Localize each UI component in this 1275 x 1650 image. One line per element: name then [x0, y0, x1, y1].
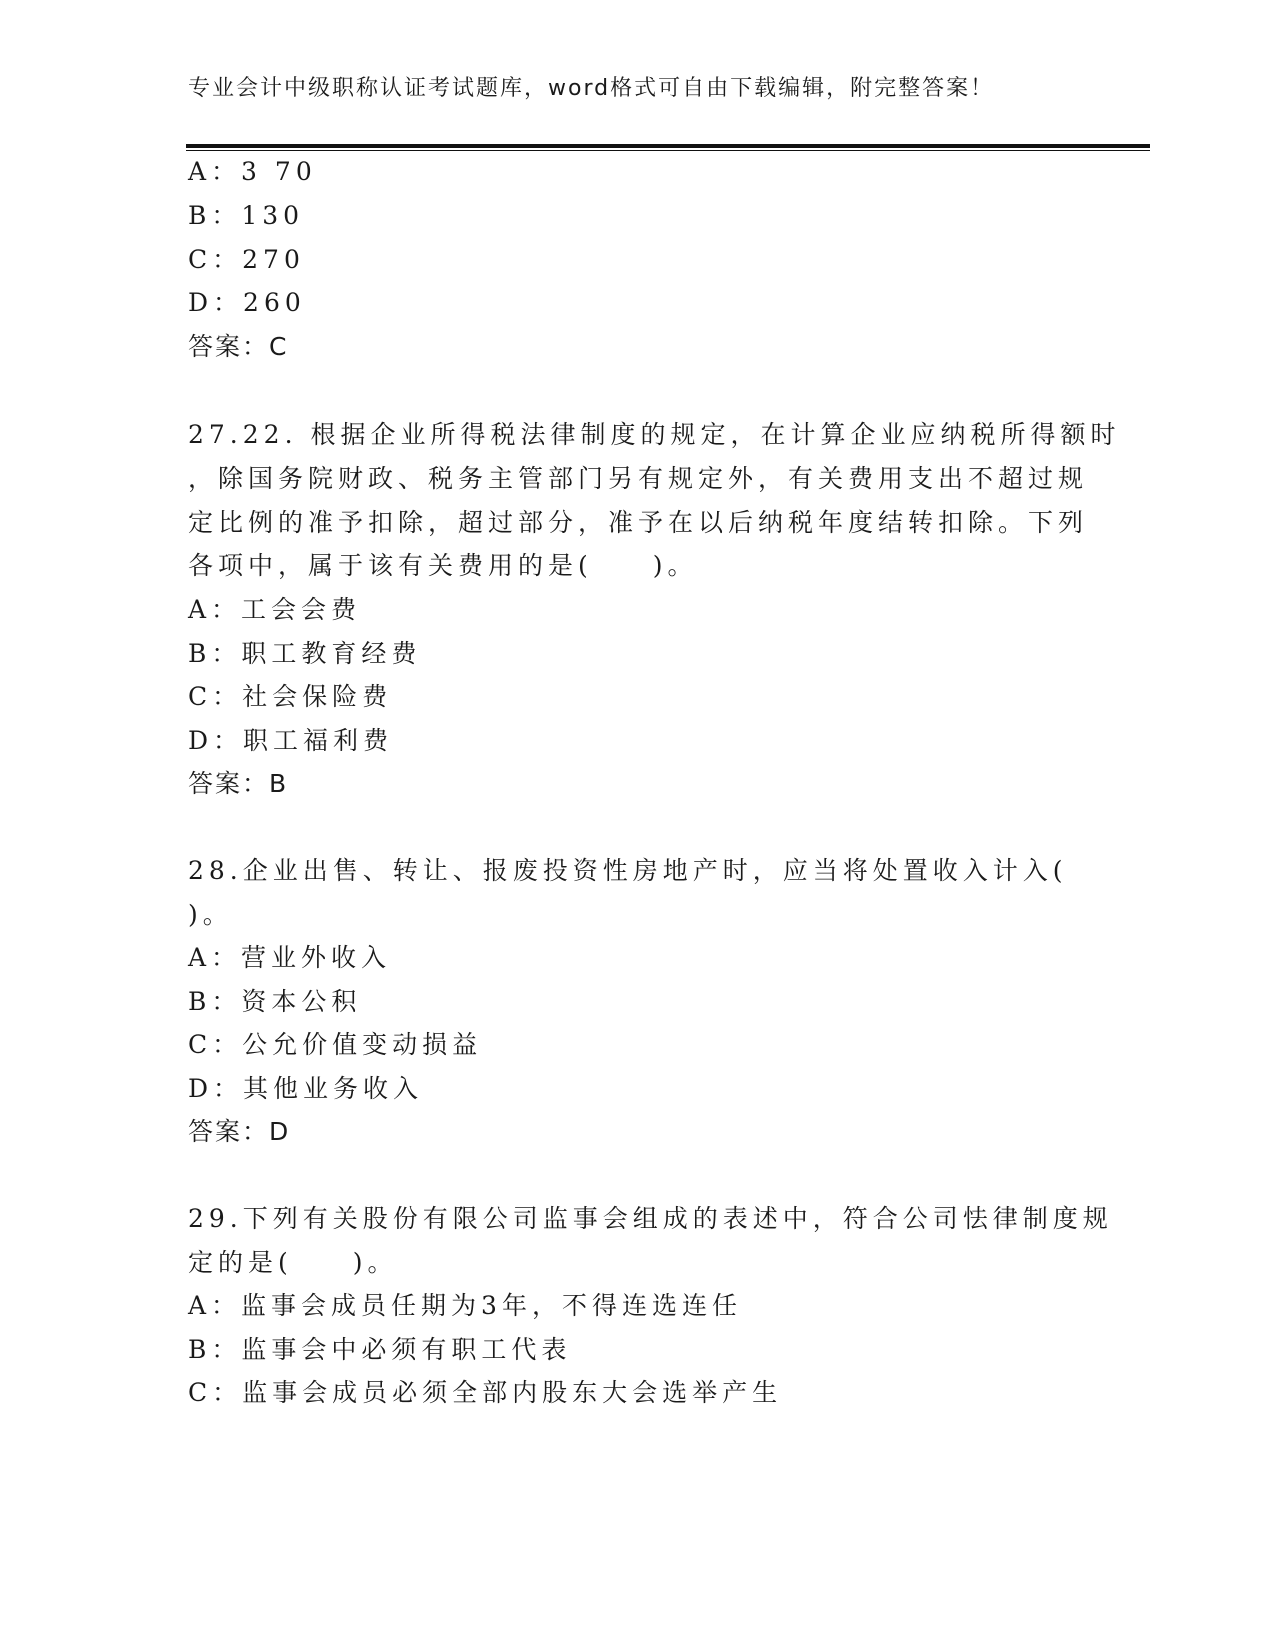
q27-option-c: C：社会保险费 [188, 682, 393, 711]
q29-option-b: B：监事会中必须有职工代表 [188, 1335, 572, 1364]
header-rule-thin [186, 150, 1150, 151]
q26-option-a: A：3 70 [188, 157, 317, 186]
q28-stem-line-1: 28.企业出售、转让、报废投资性房地产时，应当将处置收入计入( [188, 856, 1068, 885]
q27-option-d: D：职工福利费 [188, 726, 394, 755]
q27-stem-line-1: 27.22. 根据企业所得税法律制度的规定，在计算企业应纳税所得额时 [188, 420, 1121, 449]
q27-option-a: A：工会会费 [188, 595, 362, 624]
q27-stem-line-2: ，除国务院财政、税务主管部门另有规定外，有关费用支出不超过规 [188, 464, 1089, 493]
header-rule-thick [186, 144, 1150, 148]
q26-answer: 答案：C [188, 332, 289, 361]
q26-option-c: C：270 [188, 245, 305, 274]
q28-option-b: B：资本公积 [188, 987, 362, 1016]
q26-option-b: B：130 [188, 201, 305, 230]
q28-option-a: A：营业外收入 [188, 943, 392, 972]
q28-option-c: C：公允价值变动损益 [188, 1030, 483, 1059]
q28-answer: 答案：D [188, 1117, 291, 1146]
q28-option-d: D：其他业务收入 [188, 1074, 424, 1103]
q26-option-d: D：260 [188, 288, 306, 317]
q29-stem-line-1: 29.下列有关股份有限公司监事会组成的表述中，符合公司怯律制度规 [188, 1204, 1113, 1233]
q27-stem-line-3: 定比例的准予扣除，超过部分，准予在以后纳税年度结转扣除。下列 [188, 508, 1089, 537]
q28-stem-line-2: )。 [188, 900, 233, 929]
q27-option-b: B：职工教育经费 [188, 639, 422, 668]
q27-stem-line-4: 各项中，属于该有关费用的是( )。 [188, 551, 698, 580]
q29-option-c: C：监事会成员必须全部内股东大会选举产生 [188, 1378, 783, 1407]
q29-option-a: A：监事会成员任期为3年，不得连选连任 [188, 1291, 742, 1320]
document-header: 专业会计中级职称认证考试题库，word格式可自由下载编辑，附完整答案！ [188, 76, 995, 101]
q29-stem-line-2: 定的是( )。 [188, 1248, 398, 1277]
q27-answer: 答案：B [188, 769, 289, 798]
